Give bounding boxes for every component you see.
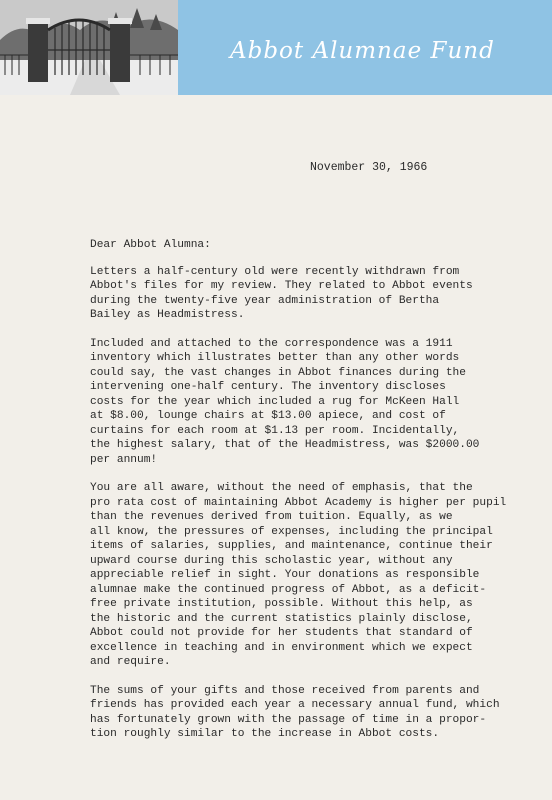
letter-date: November 30, 1966: [310, 161, 428, 174]
campus-gate-photo: [0, 0, 178, 95]
salutation: Dear Abbot Alumna:: [90, 239, 211, 251]
paragraph-2: Included and attached to the correspondence was a 1911 inventory which illustrates better than any other words could say, the vast changes in Abbot finances during the intervening one-half century. The inventory discloses costs for the year which included a rug for McKeen Hall at $8.00, lounge chairs at $13.00 apiece, and cost of curtains for each room at $1.13 per room. Incidentally, the highest salary, that of the Headmistress, was $2000.00 per annum!: [90, 337, 480, 466]
letter-body: [90, 238, 530, 756]
paragraph-3: You are all aware, without the need of emphasis, that the pro rata cost of maintaining Abbot Academy is higher per pupil than the revenues derived from tuition. Equally, as we all know, the pressures of expenses, including the principal items of salaries, supplies, and maintenance, continue their upward course during this scholastic year, without any appreciable relief in sight. Your donations as responsible alumnae make the continued progress of Abbot, as a deficit- free private institution, possible. Without this help, as the historic and the current statistics plainly disclose, Abbot could not provide for her students that standard of excellence in teaching and in environment which we expect and require.: [90, 482, 507, 668]
letterhead: [0, 0, 552, 95]
paragraph-4: The sums of your gifts and those received from parents and friends has provided each year a necessary annual fund, which has fortunately grown with the passage of time in a propor- tion roughly similar to the increase in Abbot costs.: [90, 684, 500, 740]
fund-title: Abbot Alumnae Fund: [230, 38, 495, 64]
paragraph-1: Letters a half-century old were recently withdrawn from Abbot's files for my review. They related to Abbot events during the twenty-five year administration of Bertha Bailey as Headmistress.: [90, 265, 473, 321]
